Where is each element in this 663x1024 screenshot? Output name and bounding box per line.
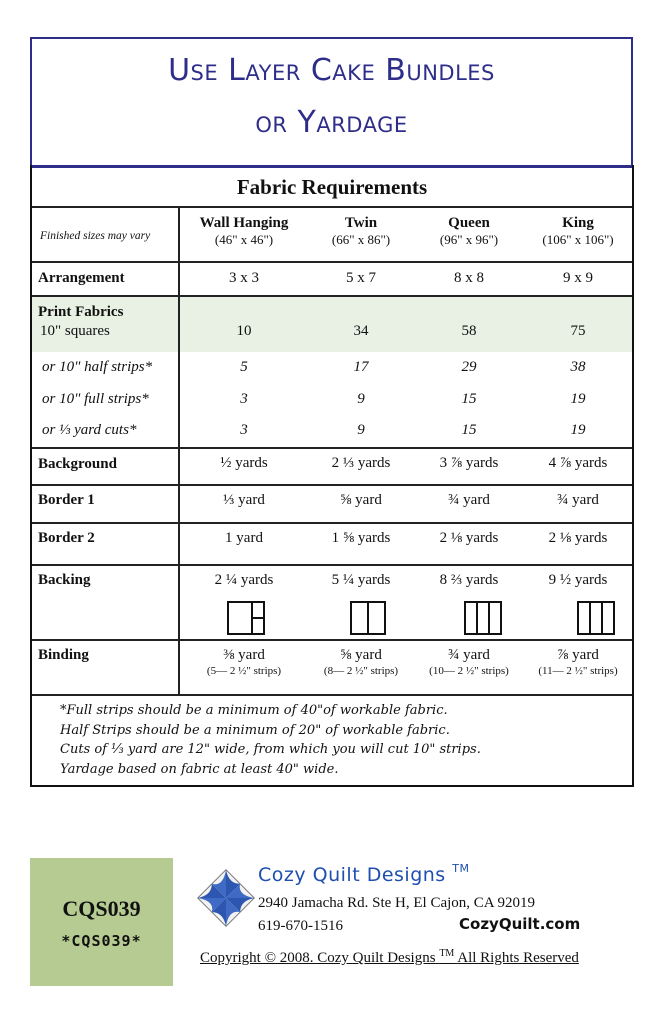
row-divider [32, 639, 632, 641]
row-divider [32, 484, 632, 486]
border-1-value: ¾ yard [448, 492, 490, 508]
background-value: 3 ⅞ yards [439, 455, 499, 471]
column-size: (66" x 86") [331, 232, 391, 247]
rights-text: All Rights Reserved [457, 950, 579, 966]
full-strips-value: 19 [570, 391, 586, 407]
half-strips-value: 38 [570, 359, 586, 375]
backing-3-panel-icon [577, 601, 615, 635]
row-label-third-yard: or ⅓ yard cuts* [42, 422, 137, 438]
title-box [30, 37, 633, 168]
background-value: 4 ⅞ yards [548, 455, 608, 471]
third-yard-value: 3 [240, 422, 248, 438]
border-1-value: ⅓ yard [223, 492, 265, 508]
fabric-requirements-table [30, 165, 634, 787]
binding-value [414, 647, 524, 677]
squares-value: 10 [236, 323, 252, 339]
arrangement-value: 8 x 8 [454, 270, 484, 286]
footnote: Yardage based on fabric at least 40" wide. [60, 761, 339, 777]
column-twin [306, 215, 416, 248]
product-code: CQS039 [62, 896, 141, 921]
border-2-value: 1 yard [225, 530, 263, 546]
column-wall-hanging [189, 215, 299, 248]
row-divider [32, 261, 632, 263]
squares-value: 34 [353, 323, 369, 339]
footnote: *Full strips should be a minimum of 40"of workable fabric. [60, 703, 448, 718]
full-strips-value: 15 [461, 391, 477, 407]
arrangement-value: 5 x 7 [346, 270, 376, 286]
backing-value: 5 ¼ yards [331, 572, 391, 588]
row-divider [32, 694, 632, 696]
binding-strips: (11— 2 ½" strips) [538, 665, 618, 677]
row-label-binding: Binding [38, 647, 89, 663]
third-yard-value: 9 [357, 422, 365, 438]
row-label-print-fabrics: Print Fabrics [38, 304, 124, 320]
full-strips-value: 9 [357, 391, 365, 407]
footnotes [60, 701, 481, 779]
column-divider [178, 206, 180, 696]
trademark: TM [452, 862, 470, 875]
row-divider [32, 564, 632, 566]
arrangement-value: 9 x 9 [563, 270, 593, 286]
copyright-text: Copyright © 2008. Cozy Quilt Designs [200, 950, 436, 966]
arrangement-value: 3 x 3 [229, 270, 259, 286]
column-name: Twin [344, 215, 378, 231]
company-address: 2940 Jamacha Rd. Ste H, El Cajon, CA 92019 [258, 895, 536, 911]
border-1-value: ⅝ yard [340, 492, 382, 508]
column-size: (96" x 96") [439, 232, 499, 247]
title-text-1: Use Layer Cake Bundles [168, 53, 495, 88]
company-name [258, 864, 469, 886]
title-text-2: or Yardage [255, 105, 408, 140]
column-king [523, 215, 633, 248]
row-sublabel-squares: 10" squares [40, 323, 110, 339]
background-value: ½ yards [220, 455, 268, 471]
binding-yardage: ⅞ yard [557, 647, 599, 663]
row-label-backing: Backing [38, 572, 91, 588]
title-line-1 [32, 53, 631, 88]
column-name: Queen [448, 215, 490, 231]
third-yard-value: 15 [461, 422, 477, 438]
third-yard-value: 19 [570, 422, 586, 438]
binding-value [306, 647, 416, 677]
pinwheel-logo-icon [196, 868, 256, 928]
copyright [200, 948, 579, 967]
sizes-note: Finished sizes may vary [40, 230, 151, 242]
backing-value: 8 ⅔ yards [439, 572, 499, 588]
border-2-value: 2 ⅛ yards [439, 530, 499, 546]
row-divider [32, 295, 632, 297]
squares-value: 58 [461, 323, 477, 339]
product-code-box [30, 858, 173, 986]
binding-value [189, 647, 299, 677]
backing-value: 2 ¼ yards [214, 572, 274, 588]
border-2-value: 1 ⅝ yards [331, 530, 391, 546]
border-1-value: ¾ yard [557, 492, 599, 508]
half-strips-value: 5 [240, 359, 248, 375]
barcode-text: *CQS039* [61, 932, 142, 950]
copyright-trademark: TM [439, 948, 455, 959]
border-2-value: 2 ⅛ yards [548, 530, 608, 546]
row-divider [32, 206, 632, 208]
footnote: Half Strips should be a minimum of 20" of workable fabric. [60, 722, 450, 738]
binding-yardage: ⅝ yard [340, 647, 382, 663]
row-label-arrangement: Arrangement [38, 270, 125, 286]
column-size: (46" x 46") [214, 232, 274, 247]
row-divider [32, 522, 632, 524]
squares-value: 75 [570, 323, 586, 339]
company-phone: 619-670-1516 [258, 918, 343, 934]
table-heading: Fabric Requirements [236, 175, 428, 199]
column-size: (106" x 106") [542, 232, 614, 247]
binding-strips: (8— 2 ½" strips) [323, 665, 399, 677]
row-label-full-strips: or 10" full strips* [42, 391, 149, 407]
row-label-border-1: Border 1 [38, 492, 95, 508]
company-name-text: Cozy Quilt Designs [258, 864, 446, 886]
column-name: Wall Hanging [199, 215, 289, 231]
backing-2-panel-split-icon [227, 601, 265, 635]
binding-yardage: ¾ yard [448, 647, 490, 663]
title-line-2 [32, 105, 631, 140]
footnote: Cuts of ⅓ yard are 12" wide, from which you will cut 10" strips. [60, 742, 481, 757]
binding-strips: (5— 2 ½" strips) [206, 665, 282, 677]
backing-2-panel-icon [350, 601, 386, 635]
half-strips-value: 17 [353, 359, 369, 375]
row-label-border-2: Border 2 [38, 530, 95, 546]
company-website[interactable]: CozyQuilt.com [459, 915, 581, 933]
backing-value: 9 ½ yards [548, 572, 608, 588]
row-divider [32, 447, 632, 449]
column-name: King [562, 215, 594, 231]
full-strips-value: 3 [240, 391, 248, 407]
binding-strips: (10— 2 ½" strips) [429, 665, 509, 677]
binding-value [523, 647, 633, 677]
background-value: 2 ⅓ yards [331, 455, 391, 471]
row-label-half-strips: or 10" half strips* [42, 359, 153, 375]
row-label-background: Background [38, 456, 117, 472]
backing-3-panel-icon [464, 601, 502, 635]
binding-yardage: ⅜ yard [223, 647, 265, 663]
column-queen [414, 215, 524, 248]
half-strips-value: 29 [461, 359, 477, 375]
